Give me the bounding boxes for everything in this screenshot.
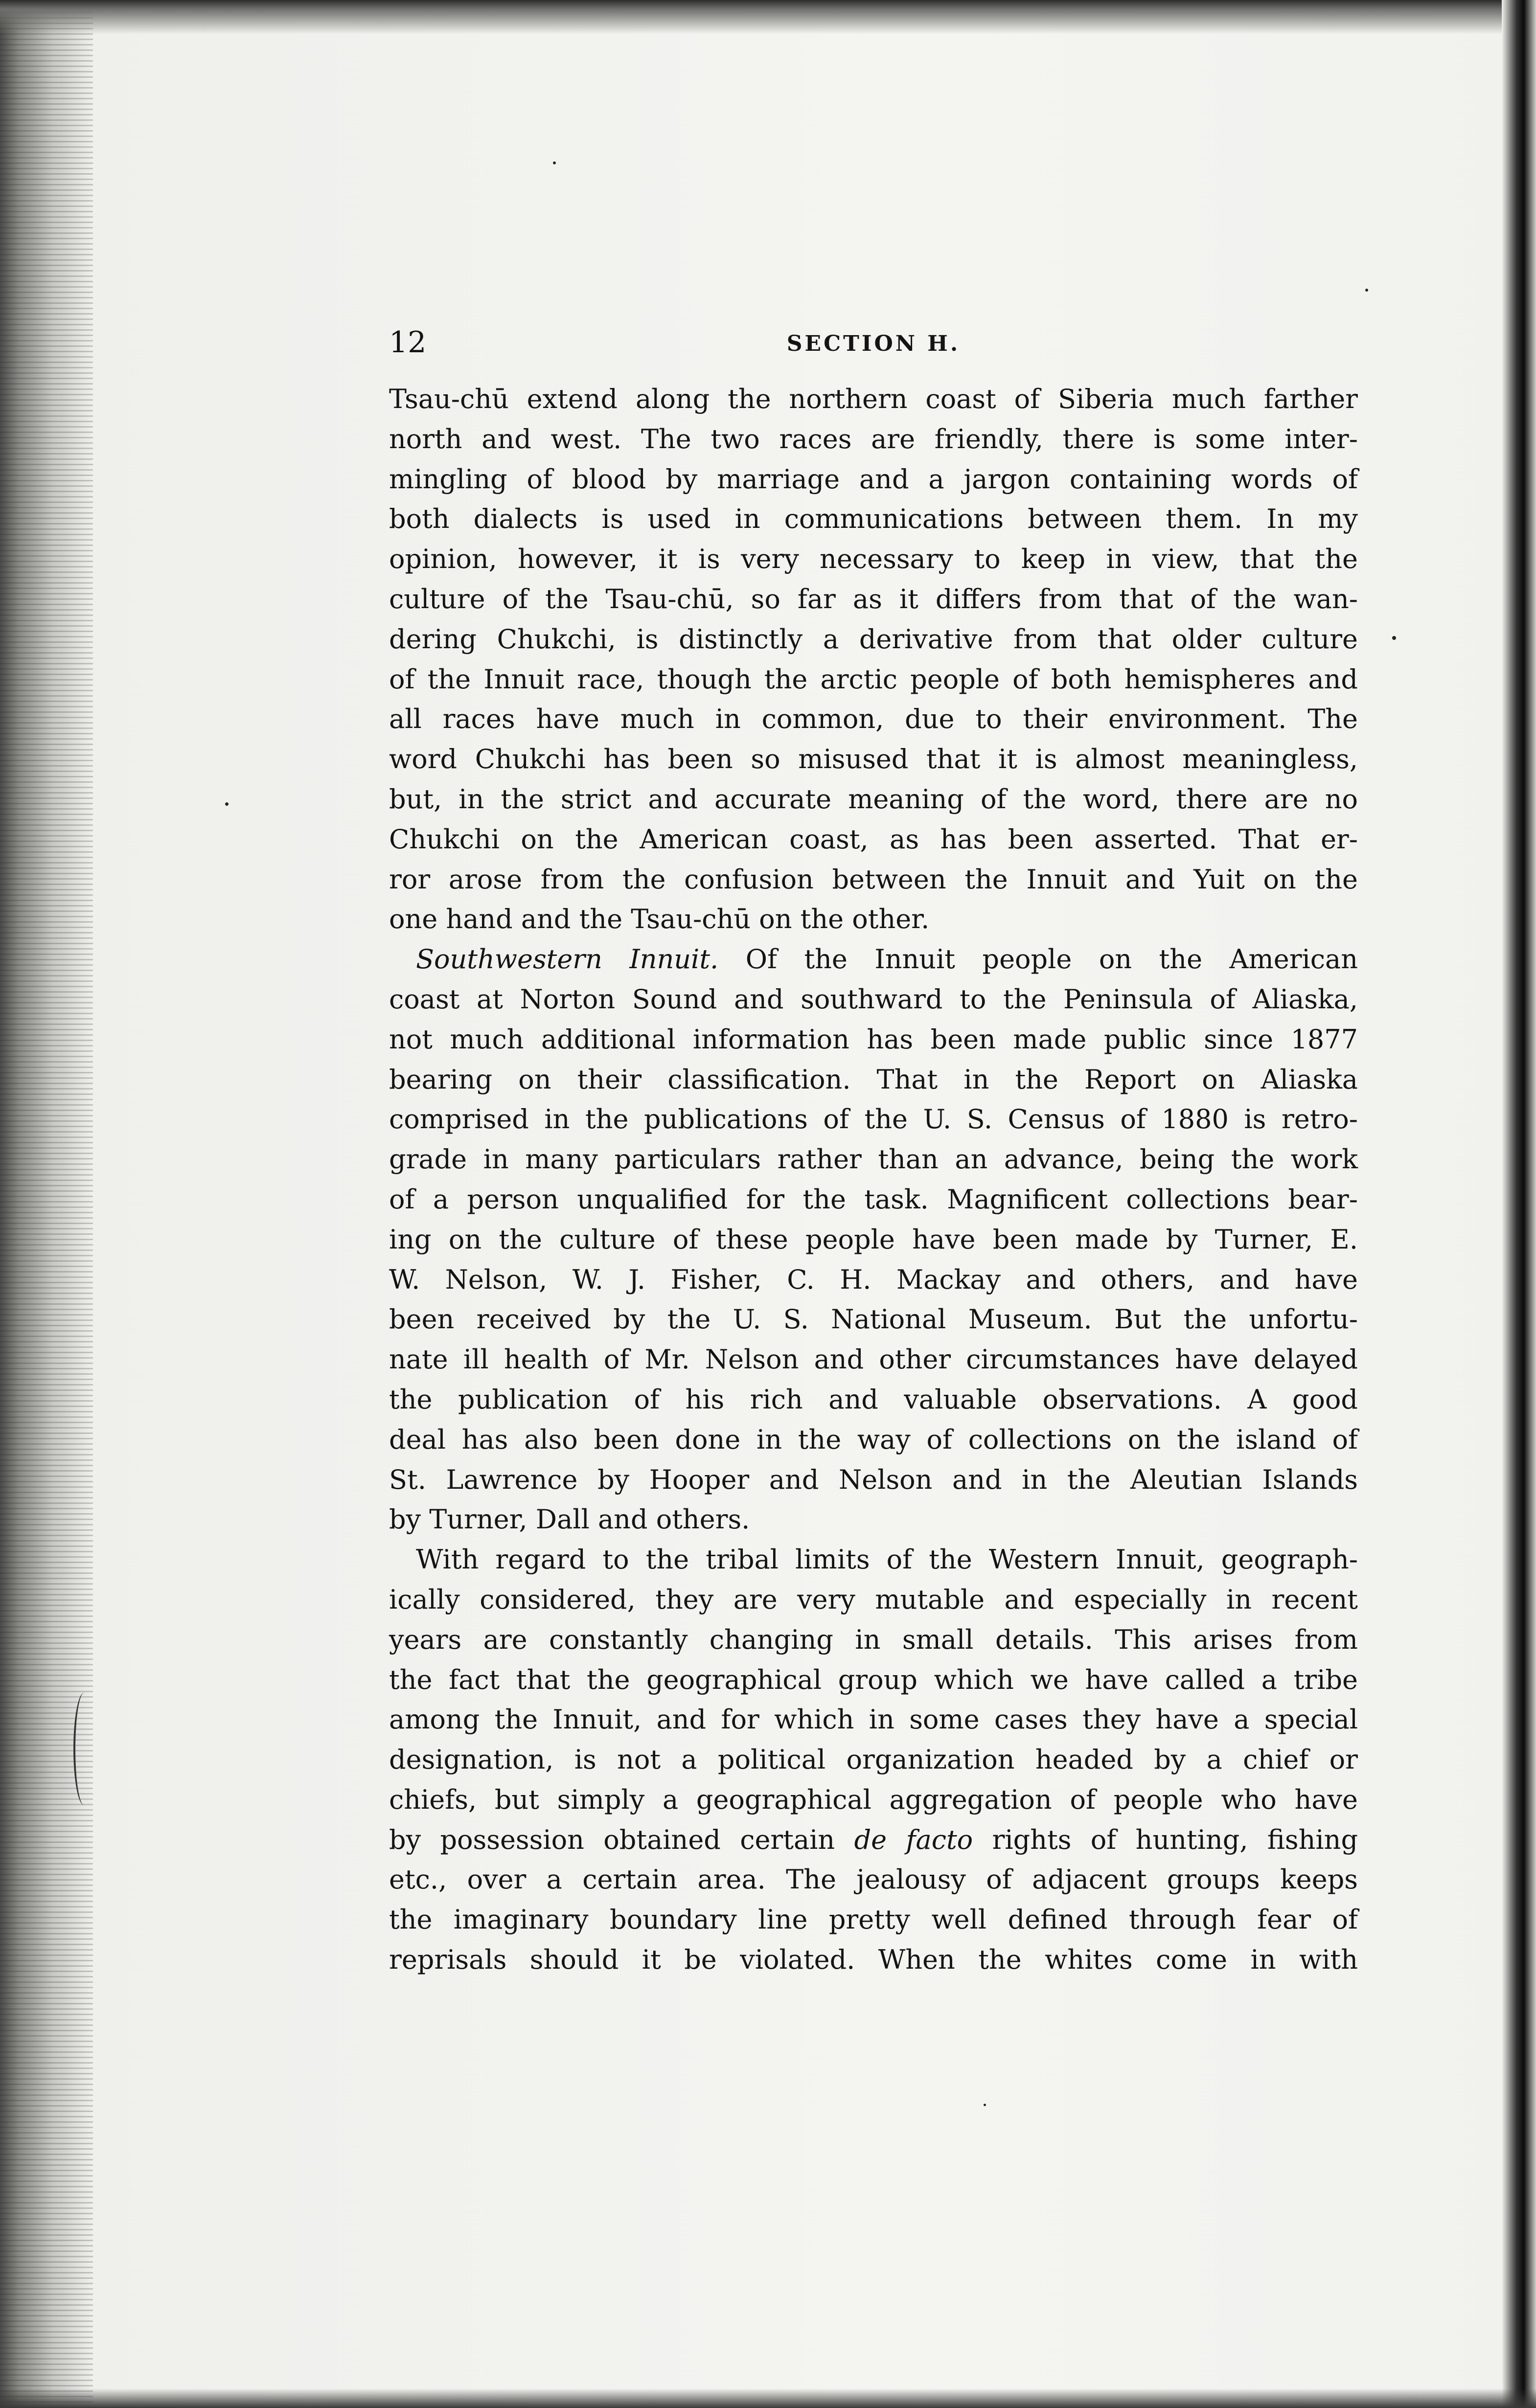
- ink-speck: [553, 161, 556, 164]
- page-number: 12: [389, 325, 427, 360]
- binding-edge: [0, 0, 93, 2408]
- text-line: Chukchi on the American coast, as has been asserted. That er-: [389, 823, 1358, 855]
- text-line: ing on the culture of these people have been made by Turner, E.: [389, 1224, 1358, 1255]
- text-line: the imaginary boundary line pretty well defined through fear of: [389, 1904, 1358, 1935]
- text-line: W. Nelson, W. J. Fisher, C. H. Mackay and others, and have: [389, 1264, 1358, 1295]
- italic-phrase: de facto: [854, 1824, 973, 1855]
- text-line: mingling of blood by marriage and a jargon containing words of: [389, 463, 1358, 495]
- text-line: of the Innuit race, though the arctic people of both hemispheres and: [389, 663, 1358, 695]
- bottom-page-edge: [0, 2388, 1536, 2408]
- text-line: the publication of his rich and valuable observations. A good: [389, 1384, 1358, 1415]
- text-line: bearing on their classification. That in the Report on Aliaska: [389, 1064, 1358, 1095]
- text-line: deal has also been done in the way of collections on the island of: [389, 1424, 1358, 1455]
- text-line: one hand and the Tsau-chū on the other.: [389, 904, 930, 935]
- paragraph: [389, 939, 1358, 1540]
- running-head: SECTION H.: [786, 331, 961, 356]
- ink-speck: [984, 2104, 986, 2106]
- text-line: dering Chukchi, is distinctly a derivative from that older culture: [389, 623, 1358, 655]
- paragraph-heading: Southwestern Innuit.: [416, 944, 719, 975]
- text-line: ically considered, they are very mutable and especially in recent: [389, 1584, 1358, 1615]
- heading-line-text: Of the Innuit people on the American: [718, 944, 1358, 975]
- text-line: but, in the strict and accurate meaning of the word, there are no: [389, 783, 1358, 815]
- paragraph: [389, 379, 1358, 939]
- text-line: designation, is not a political organization headed by a chief or: [389, 1744, 1358, 1775]
- body-text: [389, 379, 1358, 1980]
- text-line: not much additional information has been made public since 1877: [389, 1023, 1358, 1055]
- top-page-edge: [0, 0, 1536, 34]
- text-line: St. Lawrence by Hooper and Nelson and in the Aleutian Islands: [389, 1464, 1358, 1495]
- text-line: by Turner, Dall and others.: [389, 1504, 750, 1535]
- text-line: coast at Norton Sound and southward to the Peninsula of Aliaska,: [389, 983, 1358, 1015]
- text-line: of a person unqualified for the task. Magnificent collections bear-: [389, 1183, 1358, 1215]
- text-line: grade in many particulars rather than an advance, being the work: [389, 1144, 1358, 1175]
- text-line: nate ill health of Mr. Nelson and other circumstances have delayed: [389, 1344, 1358, 1375]
- text-line: Tsau-chū extend along the northern coast of Siberia much farther: [389, 384, 1358, 414]
- page-header: [389, 323, 1358, 372]
- text-line: etc., over a certain area. The jealousy of adjacent groups keeps: [389, 1864, 1358, 1895]
- ink-speck: [1365, 289, 1368, 292]
- text-line: both dialects is used in communications between them. In my: [389, 503, 1358, 535]
- text-line: culture of the Tsau-chū, so far as it differs from that of the wan-: [389, 583, 1358, 614]
- text-line: been received by the U. S. National Museum. But the unfortu-: [389, 1304, 1358, 1335]
- text-line: opinion, however, it is very necessary to keep in view, that the: [389, 544, 1358, 575]
- ink-speck: [225, 802, 229, 806]
- text-line: the fact that the geographical group which we have called a tribe: [389, 1664, 1358, 1695]
- text-line: comprised in the publications of the U. S. Census of 1880 is retro-: [389, 1104, 1358, 1135]
- text-line: chiefs, but simply a geographical aggregation of people who have: [389, 1784, 1358, 1815]
- margin-mark: [73, 1693, 95, 1805]
- text-line: north and west. The two races are friendly, there is some inter-: [389, 423, 1358, 454]
- text-line: With regard to the tribal limits of the Western Innuit, geograph-: [416, 1544, 1358, 1575]
- text-line: among the Innuit, and for which in some cases they have a special: [389, 1704, 1358, 1735]
- text-line: reprisals should it be violated. When the whites come in with: [389, 1944, 1358, 1976]
- text-line: word Chukchi has been so misused that it is almost meaningless,: [389, 744, 1358, 775]
- line-text: rights of hunting, fishing: [973, 1824, 1358, 1855]
- line-text: by possession obtained certain: [389, 1824, 835, 1855]
- text-line: years are constantly changing in small details. This arises from: [389, 1624, 1358, 1655]
- text-line: all races have much in common, due to their environment. The: [389, 704, 1358, 735]
- text-line: ror arose from the confusion between the Innuit and Yuit on the: [389, 863, 1358, 895]
- ink-speck: [1392, 636, 1396, 640]
- text-line: [389, 939, 1358, 979]
- right-page-edge: [1502, 0, 1536, 2408]
- paragraph: [389, 1540, 1358, 1980]
- text-line: [389, 1820, 1358, 1860]
